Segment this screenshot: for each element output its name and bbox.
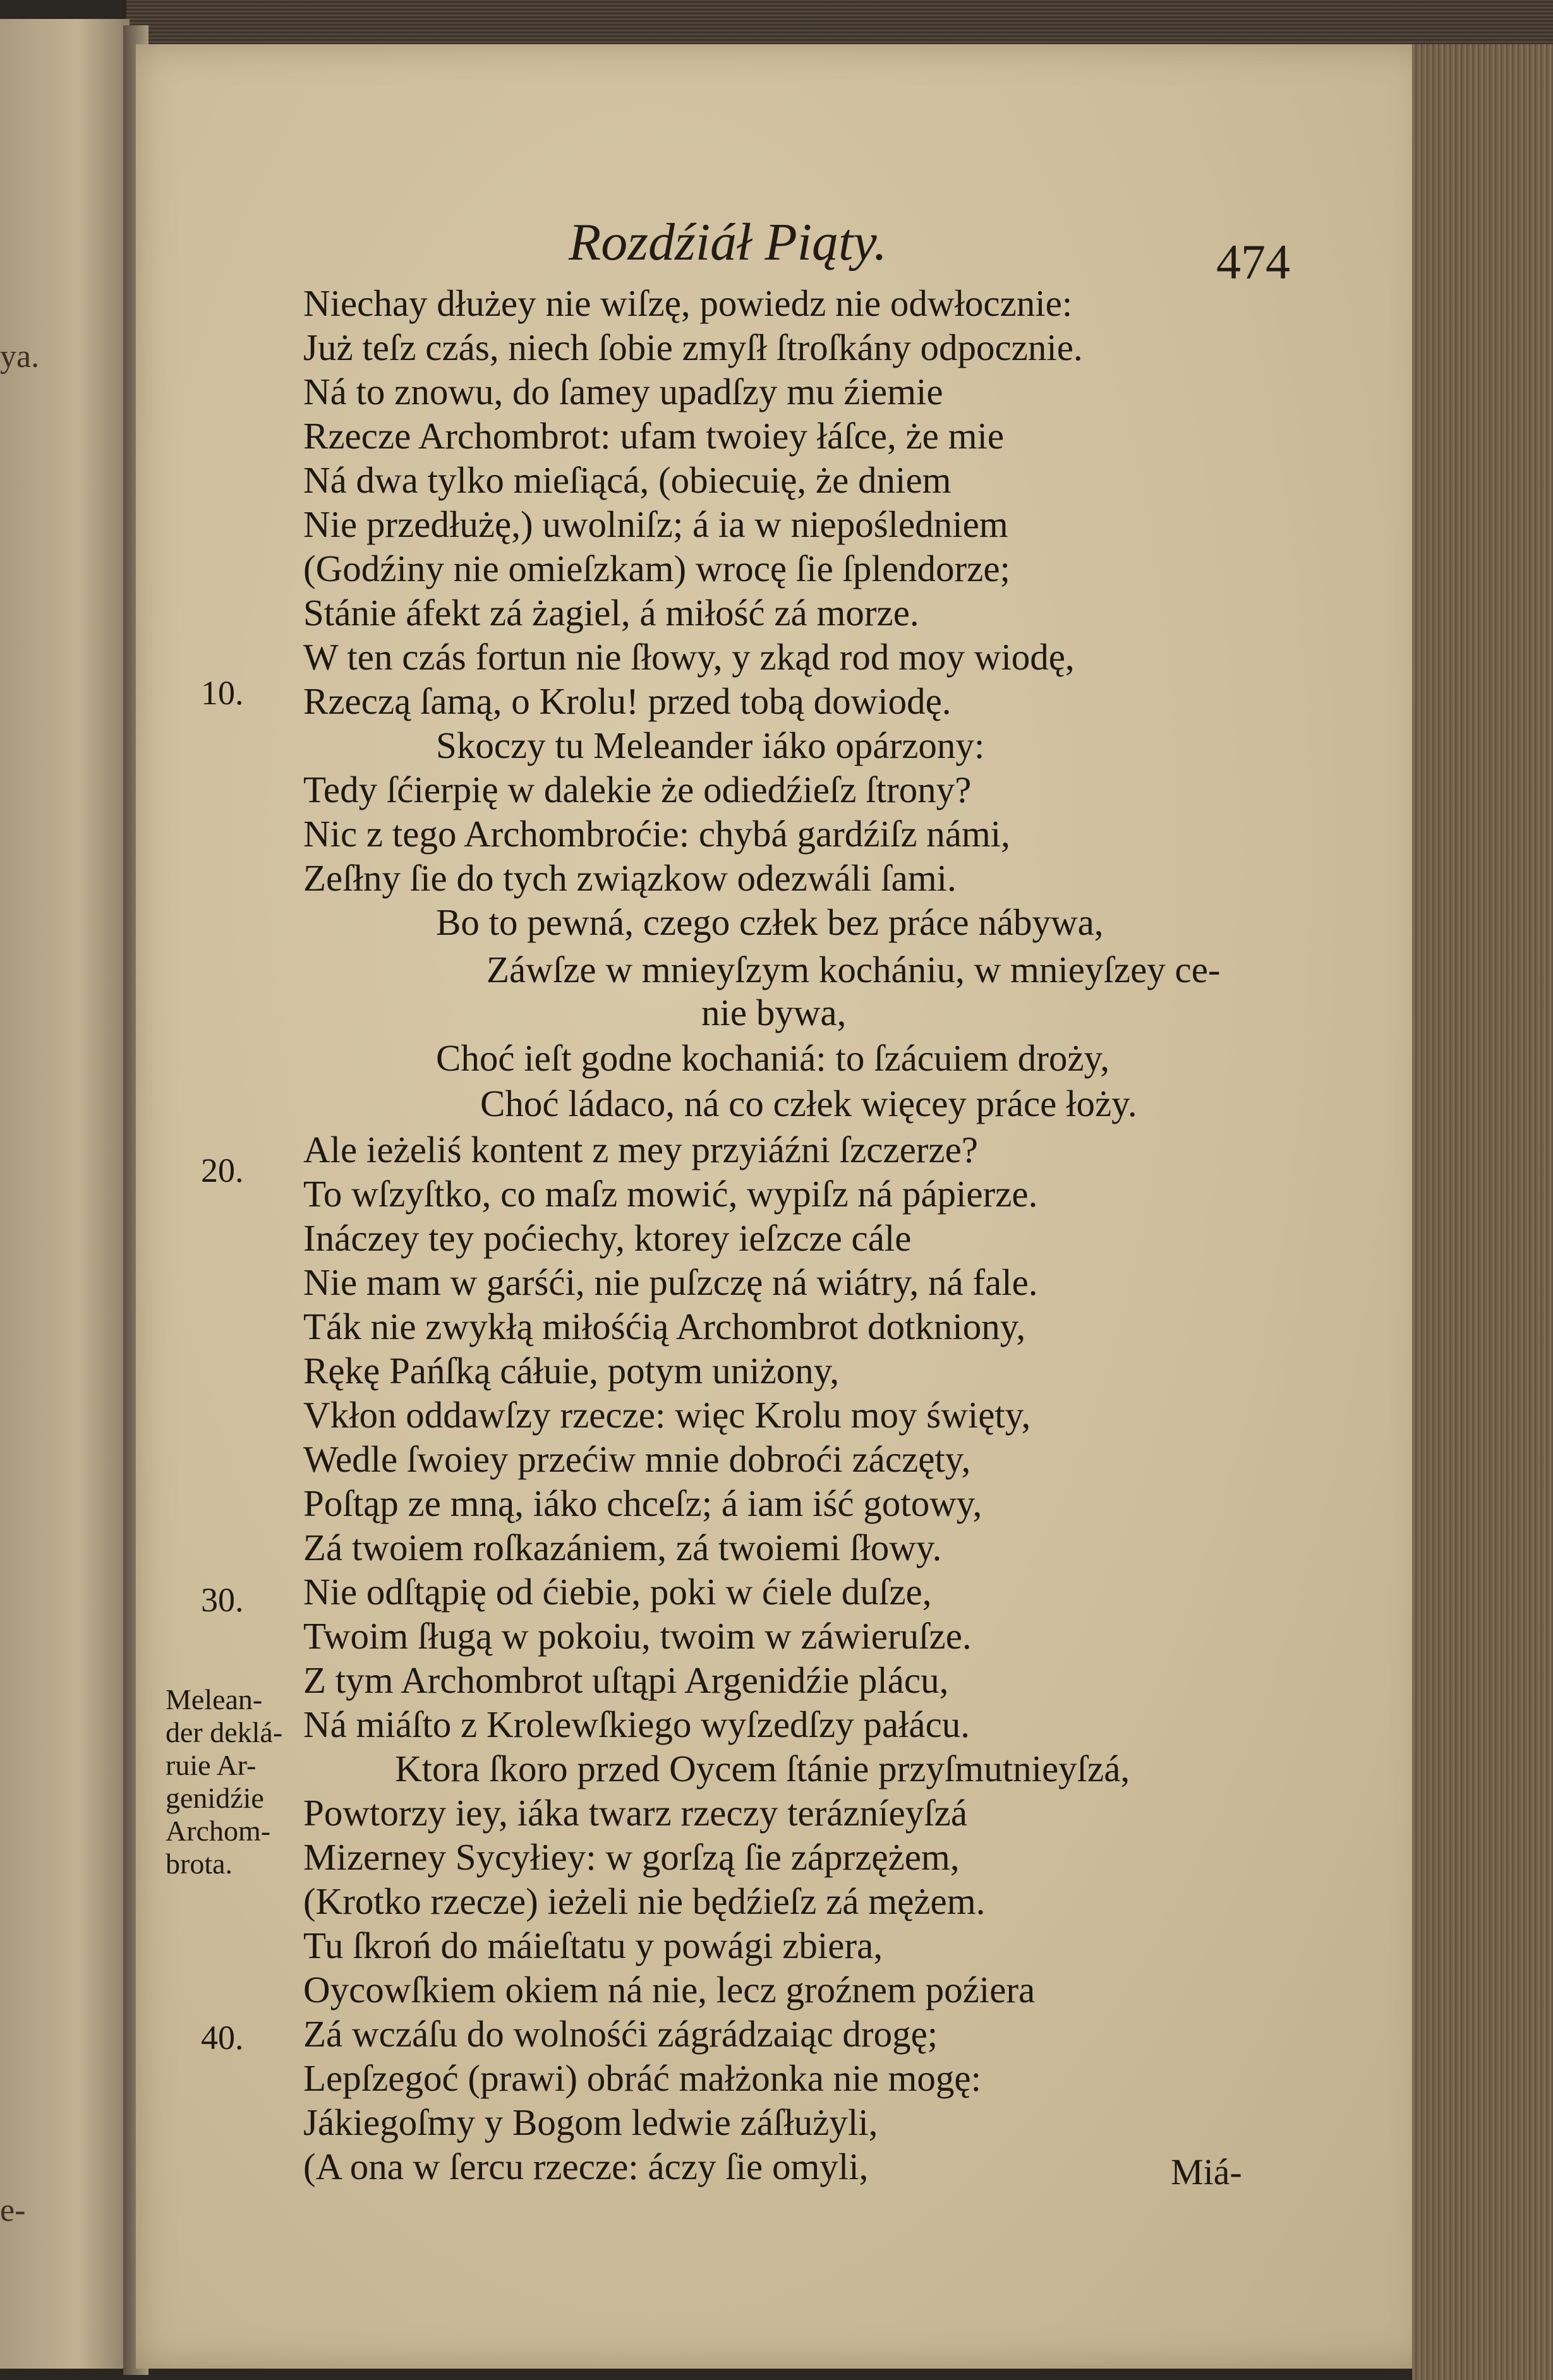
verse-line: Záwſze w mnieyſzym kochániu, w mnieyſzey ce- [486, 949, 1221, 990]
verse-line: W ten czás fortun nie ſłowy, y zkąd rod moy wiodę, [303, 636, 1075, 678]
marginal-note-line: genidźie [166, 1782, 264, 1814]
verse-line: Zá wczáſu do wolnośći zágrádzaiąc drogę; [303, 2013, 938, 2055]
verse-line: Wedle ſwoiey przećiw mnie dobroći záczęty, [303, 1438, 971, 1480]
verse-line: Oycowſkiem okiem ná nie, lecz groźnem poźiera [303, 1969, 1036, 2010]
marginal-note-line: Melean- [166, 1683, 263, 1716]
verse-line: Nie odſtąpię od ćiebie, poki w ćiele duſze, [303, 1571, 932, 1613]
running-head: Rozdźiáł Piąty. [569, 213, 887, 272]
verse-line: Ale ieżeliś kontent z mey przyiáźni ſzczerze? [303, 1129, 978, 1170]
book-top-edge [126, 0, 1553, 47]
left-page-fragment: e- [0, 2192, 26, 2228]
left-page [0, 19, 130, 2369]
verse-line: Vkłon oddawſzy rzecze: więc Krolu moy święty, [303, 1394, 1031, 1436]
marginal-note-line: brota. [166, 1848, 233, 1880]
verse-line: nie bywa, [701, 992, 847, 1033]
verse-line: Zeſłny ſie do tych związkow odezwáli ſami. [303, 857, 957, 899]
verse-line: Skoczy tu Meleander iáko opárzony: [436, 724, 985, 766]
verse-line: Ináczey tey poćiechy, ktorey ieſzcze cále [303, 1217, 912, 1259]
verse-line: Choć ieſt godne kochaniá: to ſzácuiem droży, [436, 1037, 1110, 1079]
verse-line: Poſtąp ze mną, iáko chceſz; á iam iść gotowy, [303, 1482, 982, 1524]
verse-line: Ná miáſto z Krolewſkiego wyſzedſzy pałácu. [303, 1704, 970, 1745]
verse-line: Jákiegoſmy y Bogom ledwie záſłużyli, [303, 2101, 878, 2143]
verse-line: Nic z tego Archombroćie: chybá gardźiſz námi, [303, 813, 1010, 855]
marginal-note [166, 1683, 298, 1880]
verse-line: Mizerney Sycyłiey: w gorſzą ſie záprzężem, [303, 1836, 960, 1878]
verse-line: Rzecze Archombrot: ufam twoiey łáſce, że mie [303, 415, 1005, 457]
verse-line: Rękę Pańſką cáłuie, potym uniżony, [303, 1350, 840, 1391]
verse-line: Z tym Archombrot uſtąpi Argenidźie plácu, [303, 1659, 949, 1701]
verse-line: (Krotko rzecze) ieżeli nie będźieſz zá mężem. [303, 1880, 986, 1922]
verse-line: (A ona w ſercu rzecze: áczy ſie omyli, [303, 2146, 869, 2187]
line-number: 20. [201, 1151, 244, 1189]
verse-line: Już teſz czás, niech ſobie zmyſł ſtroſkány odpocznie. [303, 327, 1083, 368]
line-number: 10. [201, 674, 244, 712]
verse-line: Lepſzegoć (prawi) obráć małżonka nie mogę: [303, 2057, 981, 2099]
verse-line: Rzeczą ſamą, o Krolu! przed tobą dowiodę. [303, 680, 952, 722]
verse-line: Nie przedłużę,) uwolniſz; á ia w niepośledniem [303, 503, 1008, 545]
left-page-fragment: ya. [0, 339, 40, 375]
verse-line: Stánie áfekt zá żagiel, á miłość zá morze. [303, 592, 919, 634]
verse-line: Tedy ſćierpię w dalekie że odiedźieſz ſtrony? [303, 769, 972, 810]
verse-line: To wſzyſtko, co maſz mowić, wypiſz ná pápierze. [303, 1173, 1038, 1215]
verse-line: Bo to pewná, czego człek bez práce nábywa, [436, 901, 1104, 943]
page-number: 474 [1216, 234, 1290, 289]
verse-line: Nie mam w garśći, nie puſzczę ná wiátry, ná fale. [303, 1261, 1038, 1303]
marginal-note-line: Archom- [166, 1815, 271, 1847]
verse-line: Tu ſkroń do máieſtatu y powági zbiera, [303, 1925, 883, 1966]
verse-line: Powtorzy iey, iáka twarz rzeczy terázníeyſzá [303, 1792, 968, 1834]
catchword: Miá- [1171, 2151, 1242, 2192]
verse-line: Niechay dłużey nie wiſzę, powiedz nie odwłocznie: [303, 282, 1073, 324]
line-number: 30. [201, 1581, 244, 1619]
verse-line: Ktora ſkoro przed Oycem ſtánie przyſmutnieyſzá, [395, 1748, 1130, 1789]
verse-line: Zá twoiem roſkazániem, zá twoiemi ſłowy. [303, 1527, 942, 1568]
marginal-note-line: ruie Ar- [166, 1749, 257, 1781]
page-edges [1412, 44, 1553, 2380]
verse-line: Ták nie zwykłą miłośćią Archombrot dotkniony, [303, 1306, 1026, 1347]
line-number: 40. [201, 2019, 244, 2057]
verse-line: Choć ládaco, ná co człek więcey práce łoży. [480, 1083, 1137, 1124]
verse-line: Twoim ſługą w pokoiu, twoim w záwieruſze. [303, 1615, 972, 1657]
verse-line: Ná dwa tylko mieſiącá, (obiecuię, że dniem [303, 459, 952, 501]
verse-line: Ná to znowu, do ſamey upadſzy mu źiemie [303, 371, 943, 412]
marginal-note-line: der deklá- [166, 1716, 283, 1748]
verse-line: (Godźiny nie omieſzkam) wrocę ſie ſplendorze; [303, 548, 1010, 589]
